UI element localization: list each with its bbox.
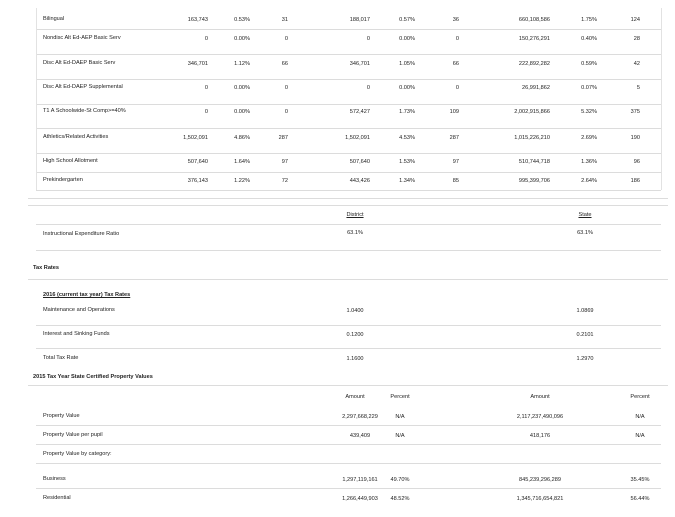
program-cell: 1,502,091: [183, 135, 208, 141]
row-divider: [36, 79, 661, 80]
program-cell: 287: [449, 135, 459, 141]
program-cell: 97: [281, 159, 288, 165]
row-divider: [36, 463, 661, 464]
program-cell: 0.40%: [581, 36, 597, 42]
section-divider: [28, 198, 668, 199]
program-cell: 2.69%: [581, 135, 597, 141]
row-divider: [36, 153, 661, 154]
program-cell: 572,427: [349, 109, 370, 115]
tax-rate-district: 1.0400: [346, 308, 364, 314]
tax-year-heading: 2016 (current tax year) Tax Rates: [43, 292, 131, 298]
tax-rate-label: Total Tax Rate: [43, 355, 79, 361]
property-state-percent: N/A: [635, 414, 645, 420]
ratio-label: Instructional Expenditure Ratio: [43, 231, 120, 237]
program-cell: 31: [281, 17, 288, 23]
program-cell: 376,143: [187, 178, 208, 184]
row-divider: [36, 425, 661, 426]
program-cell: 85: [452, 178, 459, 184]
program-cell: 0.07%: [581, 85, 597, 91]
program-cell: 0: [284, 36, 288, 42]
row-divider: [36, 444, 661, 445]
program-cell: 0.00%: [399, 85, 415, 91]
program-cell: 0: [284, 85, 288, 91]
program-cell: 163,743: [187, 17, 208, 23]
program-cell: 124: [630, 17, 640, 23]
program-cell: 1.05%: [399, 61, 415, 67]
program-label: Disc Alt Ed-DAEP Basic Serv: [43, 60, 116, 66]
row-divider: [36, 54, 661, 55]
program-label: Prekindergarten: [43, 177, 83, 183]
property-label: Property Value: [43, 413, 80, 419]
ratio-state-value: 63.1%: [577, 230, 593, 236]
program-cell: 72: [281, 178, 288, 184]
program-cell: 1.73%: [399, 109, 415, 115]
tax-rates-title: Tax Rates: [33, 265, 60, 271]
program-cell: 1.53%: [399, 159, 415, 165]
tax-rate-label: Maintenance and Operations: [43, 307, 115, 313]
program-cell: 0: [204, 36, 208, 42]
row-divider: [36, 488, 661, 489]
ratio-district-header: District: [346, 212, 364, 218]
column-divider: [36, 8, 37, 190]
row-divider: [36, 190, 661, 191]
program-cell: 188,017: [349, 17, 370, 23]
program-label: High School Allotment: [43, 158, 98, 164]
program-cell: 0.57%: [399, 17, 415, 23]
program-cell: 96: [633, 159, 640, 165]
column-divider: [661, 8, 662, 190]
program-cell: 1.12%: [234, 61, 250, 67]
program-cell: 0: [455, 85, 459, 91]
program-cell: 0.59%: [581, 61, 597, 67]
program-cell: 507,640: [187, 159, 208, 165]
program-cell: 0: [455, 36, 459, 42]
program-cell: 346,701: [187, 61, 208, 67]
program-cell: 186: [630, 178, 640, 184]
program-cell: 0: [366, 36, 370, 42]
program-cell: 375: [630, 109, 640, 115]
property-state-percent: 35.45%: [630, 477, 650, 483]
program-label: T1 A Schoolwide-St Comp>=40%: [43, 108, 126, 114]
program-cell: 4.86%: [234, 135, 250, 141]
state-amount-header: Amount: [530, 394, 550, 400]
property-district-percent: 48.52%: [390, 496, 410, 502]
district-percent-header: Percent: [390, 394, 410, 400]
program-label: Athletics/Related Activities: [43, 134, 109, 140]
section-divider: [28, 205, 668, 206]
property-state-percent: 56.44%: [630, 496, 650, 502]
program-cell: 0.00%: [234, 36, 250, 42]
row-divider: [36, 348, 661, 349]
property-district-percent: 49.70%: [390, 477, 410, 483]
ratio-district-value: 63.1%: [347, 230, 363, 236]
program-cell: 2,002,915,866: [514, 109, 550, 115]
row-divider: [36, 224, 661, 225]
program-cell: 995,399,706: [518, 178, 550, 184]
program-cell: 1,015,226,210: [514, 135, 550, 141]
program-cell: 66: [281, 61, 288, 67]
property-values-title: 2015 Tax Year State Certified Property Values: [33, 374, 153, 380]
property-district-amount: 1,297,119,161: [342, 477, 378, 483]
row-divider: [36, 250, 661, 251]
program-cell: 36: [452, 17, 459, 23]
program-cell: 1.22%: [234, 178, 250, 184]
property-state-amount: 418,176: [529, 433, 551, 439]
program-cell: 0: [366, 85, 370, 91]
program-cell: 346,701: [349, 61, 370, 67]
program-cell: 0: [284, 109, 288, 115]
property-district-amount: 439,409: [349, 433, 371, 439]
program-cell: 1.64%: [234, 159, 250, 165]
row-divider: [36, 104, 661, 105]
program-label: Bilingual: [43, 16, 65, 22]
program-cell: 0: [204, 85, 208, 91]
row-divider: [36, 172, 661, 173]
property-district-amount: 1,266,449,903: [342, 496, 378, 502]
program-label: Disc Alt Ed-DAEP Supplemental: [43, 84, 123, 90]
property-label: Property Value by category:: [43, 451, 112, 457]
district-amount-header: Amount: [345, 394, 365, 400]
section-divider: [28, 279, 668, 280]
property-state-amount: 2,117,237,490,096: [516, 414, 564, 420]
tax-rate-state: 1.2970: [576, 356, 594, 362]
ratio-state-header: State: [578, 212, 592, 218]
program-cell: 0.00%: [399, 36, 415, 42]
program-cell: 1.75%: [581, 17, 597, 23]
program-cell: 66: [452, 61, 459, 67]
program-cell: 0.53%: [234, 17, 250, 23]
property-label: Residential: [43, 495, 71, 501]
property-state-percent: N/A: [635, 433, 645, 439]
state-percent-header: Percent: [630, 394, 650, 400]
tax-rate-state: 0.2101: [576, 332, 594, 338]
program-cell: 150,276,291: [518, 36, 550, 42]
program-cell: 5: [636, 85, 640, 91]
property-district-amount: 2,297,668,229: [342, 414, 378, 420]
program-cell: 4.53%: [399, 135, 415, 141]
program-cell: 1.36%: [581, 159, 597, 165]
tax-rate-label: Interest and Sinking Funds: [43, 331, 110, 337]
program-cell: 222,892,282: [518, 61, 550, 67]
program-cell: 5.32%: [581, 109, 597, 115]
property-district-percent: N/A: [395, 433, 405, 439]
tax-rate-district: 0.1200: [346, 332, 364, 338]
program-cell: 109: [449, 109, 459, 115]
program-cell: 660,108,586: [518, 17, 550, 23]
property-label: Property Value per pupil: [43, 432, 103, 438]
tax-rate-district: 1.1600: [346, 356, 364, 362]
program-cell: 0: [204, 109, 208, 115]
row-divider: [36, 325, 661, 326]
program-label: Nondisc Alt Ed-AEP Basic Serv: [43, 35, 121, 41]
program-cell: 1,502,091: [345, 135, 370, 141]
program-cell: 443,426: [349, 178, 370, 184]
program-cell: 190: [630, 135, 640, 141]
property-state-amount: 845,239,296,289: [519, 477, 561, 483]
row-divider: [36, 128, 661, 129]
program-cell: 97: [452, 159, 459, 165]
row-divider: [36, 29, 661, 30]
program-cell: 287: [278, 135, 288, 141]
program-cell: 1.34%: [399, 178, 415, 184]
section-divider: [28, 385, 668, 386]
program-cell: 507,640: [349, 159, 370, 165]
program-cell: 0.00%: [234, 109, 250, 115]
program-cell: 42: [633, 61, 640, 67]
program-cell: 0.00%: [234, 85, 250, 91]
program-cell: 2.64%: [581, 178, 597, 184]
property-label: Business: [43, 476, 66, 482]
program-cell: 26,991,862: [522, 85, 550, 91]
property-state-amount: 1,345,716,654,821: [516, 496, 564, 502]
program-cell: 28: [633, 36, 640, 42]
program-cell: 510,744,718: [518, 159, 550, 165]
property-district-percent: N/A: [395, 414, 405, 420]
tax-rate-state: 1.0869: [576, 308, 594, 314]
